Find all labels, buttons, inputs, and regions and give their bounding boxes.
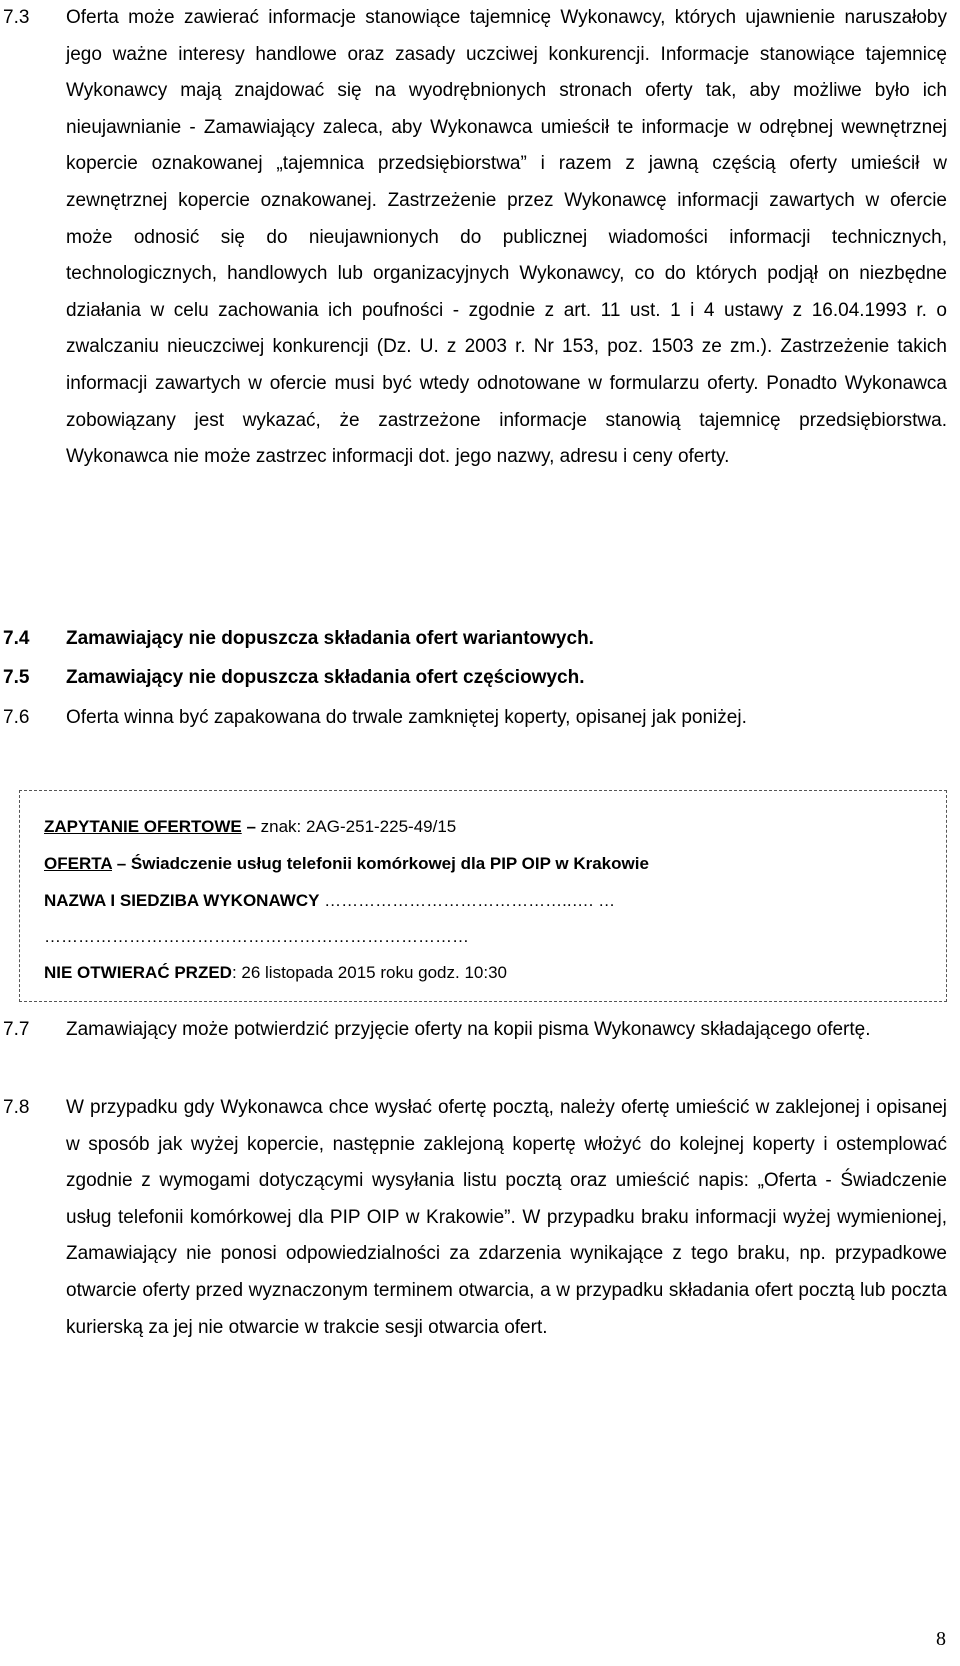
section-number: 7.6 (3, 707, 30, 728)
inquiry-dash: – (241, 817, 261, 836)
section-number: 7.5 (3, 667, 30, 688)
section-number: 7.4 (3, 628, 30, 649)
envelope-line-offer (44, 853, 649, 875)
offer-subject: – Świadczenie usług telefonii komórkowej dla PIP OIP w Krakowie (112, 854, 649, 873)
section-text: W przypadku gdy Wykonawca chce wysłać ofertę pocztą, należy ofertę umieścić w zaklejonej i opisanej w sposób jak wyżej kopercie, następnie zaklejoną kopertę włożyć do kolejnej koperty i ostemplować zgodnie z wymogami dotyczącymi wysyłania listu pocztą oraz umieścić napis: „Oferta - Świadczenie usług telefonii komórkowej dla PIP OIP w Krakowie”. W przypadku braku informacji wyżej wymienionej, Zamawiający nie ponosi odpowiedzialności za zdarzenia wynikające z tego braku, np. przypadkowe otwarcie oferty przed wyznaczonym terminem otwarcia, a w przypadku składania ofert pocztą lub poczta kurierską za jej nie otwarcie w trakcie sesji otwarcia ofert. (66, 1097, 947, 1338)
section-text: Zamawiający nie dopuszcza składania ofert wariantowych. (66, 628, 594, 649)
contractor-label: NAZWA I SIEDZIBA WYKONAWCY (44, 891, 320, 910)
envelope-line-inquiry (44, 816, 456, 838)
section-number: 7.3 (3, 7, 30, 28)
do-not-open-date: : 26 listopada 2015 roku godz. 10:30 (231, 963, 507, 982)
envelope-label-box (19, 790, 947, 1002)
inquiry-label: ZAPYTANIE OFERTOWE (44, 817, 242, 836)
section-text: Oferta może zawierać informacje stanowiące tajemnicę Wykonawcy, których ujawnienie naruszałoby jego ważne interesy handlowe oraz zasady uczciwej konkurencji. Informacje stanowiące tajemnicę Wykonawcy mają znajdować się na wyodrębnionych stronach oferty tak, aby możliwe było ich nieujawnianie - Zamawiający zaleca, aby Wykonawca umieścił te informacje w odrębnej wewnętrznej kopercie oznakowanej „tajemnica przedsiębiorstwa” i razem z jawną częścią oferty umieścił w zewnętrznej kopercie oznakowanej. Zastrzeżenie przez Wykonawcę informacji zawartych w ofercie może odnosić się do nieujawnionych do publicznej wiadomości informacji technicznych, technologicznych, handlowych lub organizacyjnych Wykonawcy, co do których podjął on niezbędne działania w celu zachowania ich poufności - zgodnie z art. 11 ust. 1 i 4 ustawy z 16.04.1993 r. o zwalczaniu nieuczciwej konkurencji (Dz. U. z 2003 r. Nr 153, poz. 1503 ze zm.). Zastrzeżenie takich informacji zawartych w ofercie musi być wtedy odnotowane w formularzu oferty. Ponadto Wykonawca zobowiązany jest wykazać, że zastrzeżone informacje stanowią tajemnicę przedsiębiorstwa. Wykonawca nie może zastrzec informacji dot. jego nazwy, adresu i ceny oferty. (66, 7, 947, 468)
page-number: 8 (936, 1628, 946, 1650)
section-text: Zamawiający nie dopuszcza składania ofert częściowych. (66, 667, 585, 688)
contractor-dots: ……………………………………..…. … (319, 891, 616, 910)
section-text: Zamawiający może potwierdzić przyjęcie oferty na kopii pisma Wykonawcy składającego ofertę. (66, 1019, 871, 1040)
section-number: 7.7 (3, 1019, 30, 1040)
envelope-line-dots (44, 926, 469, 948)
offer-label: OFERTA (44, 854, 112, 873)
section-number: 7.8 (3, 1097, 30, 1118)
envelope-line-do-not-open (44, 962, 507, 984)
contractor-dots-continued: ………………………………………………………………… (44, 927, 469, 946)
section-text: Oferta winna być zapakowana do trwale zamkniętej koperty, opisanej jak poniżej. (66, 707, 747, 728)
do-not-open-label: NIE OTWIERAĆ PRZED (44, 963, 232, 982)
envelope-line-contractor (44, 890, 615, 912)
inquiry-reference: znak: 2AG-251-225-49/15 (260, 817, 457, 836)
